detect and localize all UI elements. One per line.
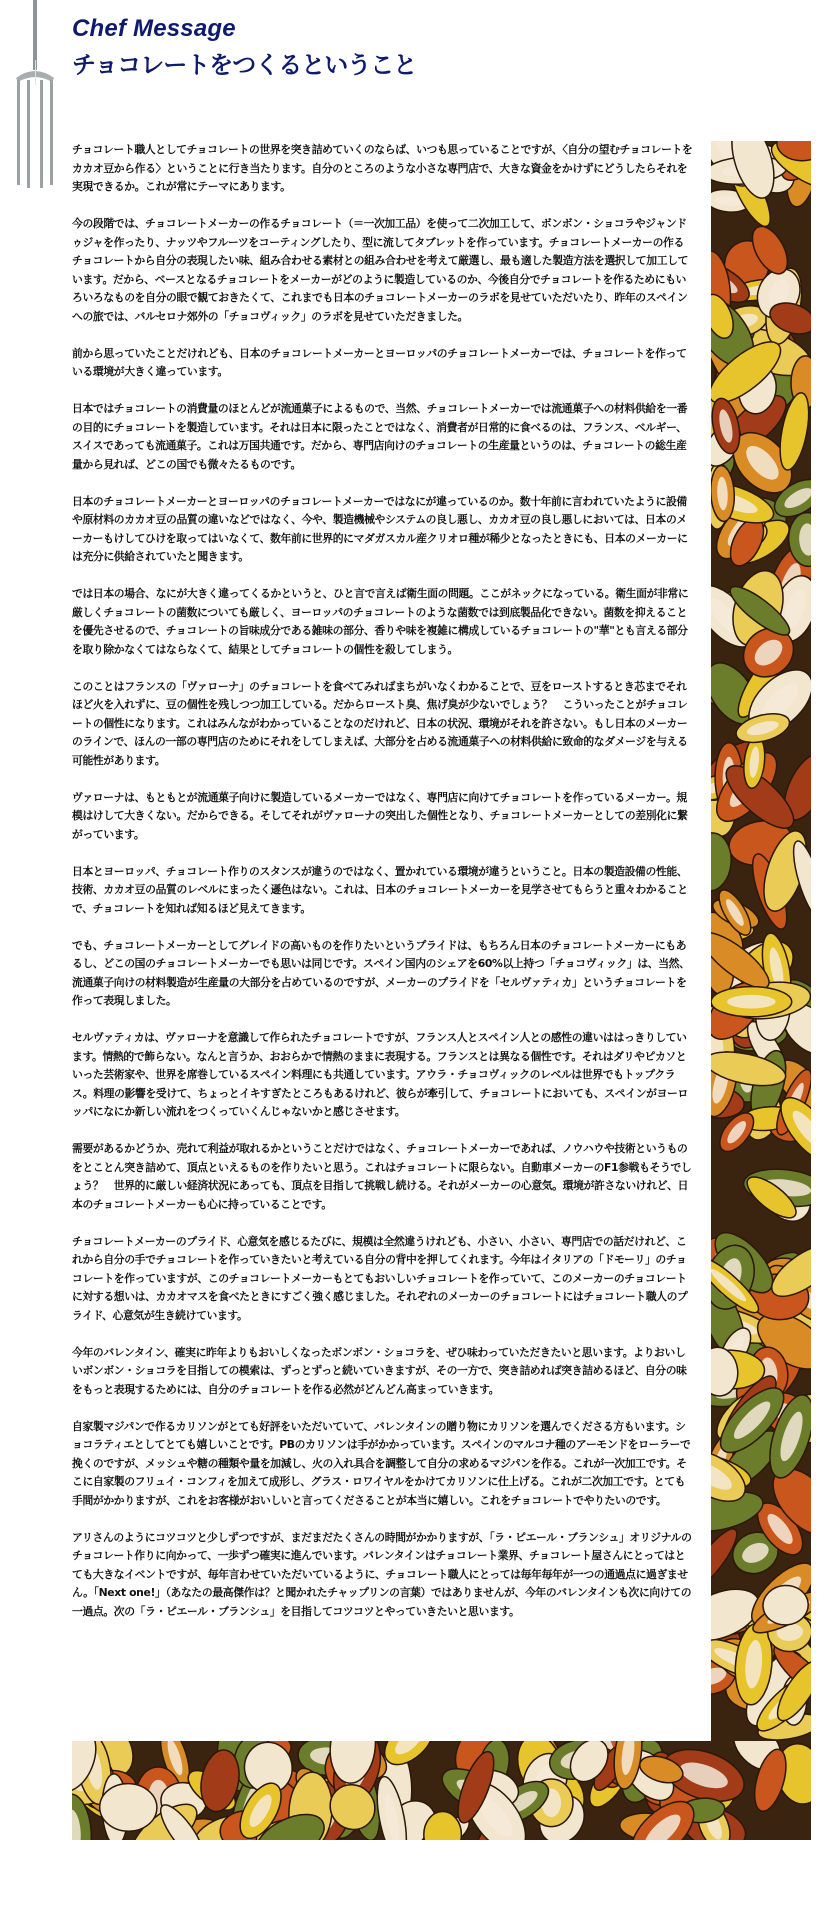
paragraph: 日本とヨーロッパ、チョコレート作りのスタンスが違うのではなく、置かれている環境が違うということ。日本の製造設備の性能、技術、カカオ豆の品質のレベルにまったく遜色はない。これは、日本のチョコレートメーカーを見学させてもらうと重々わかることで、チョコレートを知れば知るほど見えてきます。: [72, 864, 688, 915]
cacao-seed-pulp: [727, 995, 775, 1009]
paragraph: 今年のバレンタイン、確実に昨年よりもおいしくなったボンボン・ショコラを、ぜひ味わっていただきたいと思います。よりおいしいボンボン・ショコラを目指しての模索は、ずっとずっと続いていきますが、その一方で、突き詰めれば突き詰めるほど、自分の味をもっと表現するためには、自分のチョコレートを作る必然がどんどん高まっていきます。: [72, 1345, 687, 1396]
paragraph: チョコレートメーカーのプライド、心意気を感じるたびに、規模は全然違うけれども、小さい、小さい、専門店での話だけれど、これから自分の手でチョコレートを作っていきたいと考えている自分の背中を押してくれます。今年はイタリアの「ドモーリ」のチョコレートを作っていますが、このチョコレートメーカーもとてもおいしいチョコレートを作っていて、このメーカーのチョコレートに対する想いは、カカオマスを食べたときにすごく強く感じました。それぞれのメーカーのチョコレートにはチョコレート職人のプライド、心意気が生き続けています。: [72, 1234, 688, 1322]
paragraph: 今の段階では、チョコレートメーカーの作るチョコレート（＝一次加工品）を使って二次加工して、ボンボン・ショコラやジャンドゥジャを作ったり、ナッツやフルーツをコーティングしたり、型に流してタブレットを作っています。チョコレートメーカーの作るチョコレートから自分の表現したい味、組み合わせる素材との組み合わせを考えて厳選し、最も適した製造方法を選択して加工しています。だから、ベースとなるチョコレートをメーカーがどのように製造しているのか、今後自分でチョコレートを作るためにもいろいろなものを自分の眼で観ておきたくて、これまでも日本のチョコレートメーカーのラボを見せていただいたり、昨年のスペインへの旅では、バルセロナ郊外の「チョコヴィック」のラボを見せていただきました。: [72, 217, 689, 323]
paragraph: チョコレート職人としてチョコレートの世界を突き詰めていくのならば、いつも思っていることですが、〈自分の望むチョコレートをカカオ豆から作る〉ということに行き当たります。自分のところのような小さな専門店で、大きな資金をかけずにどうしたらそれを実現できるか。これが常にテーマにあります。: [72, 143, 693, 193]
message-body: [72, 141, 693, 1640]
fork-illustration: [6, 0, 64, 190]
paragraph: 前から思っていたことだけれども、日本のチョコレートメーカーとヨーロッパのチョコレートメーカーでは、チョコレートを作っている環境が大きく違っています。: [72, 346, 687, 378]
paragraph: 日本のチョコレートメーカーとヨーロッパのチョコレートメーカーではなにが違っているのか。数十年前に言われていたように設備や原材料のカカオ豆の品質の違いなどではなく、今や、製造機械やシステムの良し悪し、カカオ豆の良し悪しにおいては、日本のメーカーもけしてひけを取ってはいなくて、数年前に世界的にマダガスカル産クリオロ種が稀少となったときにも、日本のメーカーには充分に供給されていたと聞きます。: [72, 494, 688, 563]
paragraph: 自家製マジパンで作るカリソンがとても好評をいただいていて、バレンタインの贈り物にカリソンを選んでくださる方もいます。ショコラティエとしてとても嬉しいことです。PBのカリソンは手がかかっています。スペインのマルコナ種のアーモンドをローラーで挽くのですが、メッシュや糖の種類や量を加減し、火の入れ具合を調整して自分の求めるマジパンを作る。これが一次加工です。そこに自家製のフリュイ・コンフィを加えて成形し、グラス・ロワイヤルをかけてカリソンに仕上げる。これが二次加工です。とても手間がかかりますが、これをお客様がおいしいと言ってくださることが本当に嬉しい。これをチョコレートでやりたいのです。: [72, 1419, 691, 1507]
paragraph: 日本ではチョコレートの消費量のほとんどが流通菓子によるもので、当然、チョコレートメーカーでは流通菓子への材料供給を一番の目的にチョコレートを製造しています。それは日本に限ったことではなく、消費者が日常的に食べるのは、フランス、ベルギー、スイスであっても流通菓子。これは万国共通です。だから、専門店向けのチョコレートの生産量というのは、チョコレートの総生産量から見れば、どこの国でも微々たるものです。: [72, 402, 688, 471]
paragraph: このことはフランスの「ヴァローナ」のチョコレートを食べてみればまちがいなくわかることで、豆をローストするとき芯までそれほど火を入れずに、豆の個性を残しつつ加工している。だからロースト臭、焦げ臭が少ないでしょう？ こういったことがチョコレートの個性になります。これはみんながわかっていることなのだけれど、日本の状況、環境がそれを許さない。もし日本のメーカーのラインで、ほんの一部の専門店のためにそれをしてしまえば、大部分を占める流通菓子への材料供給に致命的なダメージを与える可能性があります。: [72, 679, 688, 767]
page-header: [72, 14, 416, 82]
cacao-pod-photo-strip: [711, 141, 811, 1741]
paragraph: でも、チョコレートメーカーとしてグレイドの高いものを作りたいというプライドは、もちろん日本のチョコレートメーカーにもあるし、どこの国のチョコレートメーカーでも思いは同じです。スペイン国内のシェアを60%以上持つ「チョコヴィック」は、当然、流通菓子向けの材料製造が生産量の大部分を占めているのですが、メーカーのプライドを「セルヴァティカ」というチョコレートを作って表現しました。: [72, 938, 690, 1007]
paragraph: 需要があるかどうか、売れて利益が取れるかということだけではなく、チョコレートメーカーであれば、ノウハウや技術というものをとことん突き詰めて、頂点といえるものを作りたいと思う。これはチョコレートに限らない。自動車メーカーのF1参戦もそうでしょう？ 世界的に厳しい経済状況にあっても、頂点を目指して挑戦し続ける。それがメーカーの心意気。環境が許さないけれど、日本のチョコレートメーカーも心に持っていることです。: [72, 1142, 692, 1211]
section-label: Chef Message: [72, 15, 236, 42]
paragraph: ヴァローナは、もともとが流通菓子向けに製造しているメーカーではなく、専門店に向けてチョコレートを作っているメーカー。規模はけして大きくない。だからできる。そしてそれがヴァローナの突出した個性となり、チョコレートメーカーとしての差別化に繋がっています。: [72, 790, 688, 841]
paragraph: アリさんのようにコツコツと少しずつですが、まだまだたくさんの時間がかかりますが、「ラ・ピエール・ブランシュ」オリジナルのチョコレート作りに向かって、一歩ずつ確実に進んでいます。バレンタインはチョコレート業界、チョコレート屋さんにとってはとても大きなイベントですが、毎年言わせていただいているように、チョコレート職人にとっては毎年毎年が一つの通過点に過ぎません。「Next one!」（あなたの最高傑作は？と聞かれたチャップリンの言葉）ではありませんが、今年のバレンタインも次に向けての一過点。次の「ラ・ピエール・ブランシュ」を目指してコツコツとやっていきたいと思います。: [72, 1530, 692, 1618]
page-title: チョコレートをつくるということ: [72, 51, 417, 79]
paragraph: セルヴァティカは、ヴァローナを意識して作られたチョコレートですが、フランス人とスペイン人との感性の違いははっきりしています。情熱的で飾らない。なんと言うか、おおらかで情熱のままに表現する。フランスとは異なる個性です。それはダリやピカソといった芸術家や、世界を席巻しているスペイン料理にも共通しています。アウラ・チョコヴィックのレベルは世界でもトップクラス。料理の影響を受けて、ちょっとイキすぎたところもあるけれど、彼らが牽引して、チョコレートにおいても、スペインがヨーロッパになにか新しい流れをつくっていくんじゃないかと感じさせます。: [72, 1031, 688, 1118]
cacao-pod-photo-banner: [72, 1741, 811, 1840]
paragraph: では日本の場合、なにが大きく違ってくるかというと、ひと言で言えば衛生面の問題。ここがネックになっている。衛生面が非常に厳しくチョコレートの菌数についても厳しく、ヨーロッパのチョコレートのような菌数では到底製品化できない。菌数を抑えることを優先させるので、チョコレートの旨味成分である雑味の部分、香りや味を複雑に構成しているチョコレートの"華"とも言える部分を取り除かなくてはならなくて、結果としてチョコレートの個性を殺してしまう。: [72, 587, 689, 656]
